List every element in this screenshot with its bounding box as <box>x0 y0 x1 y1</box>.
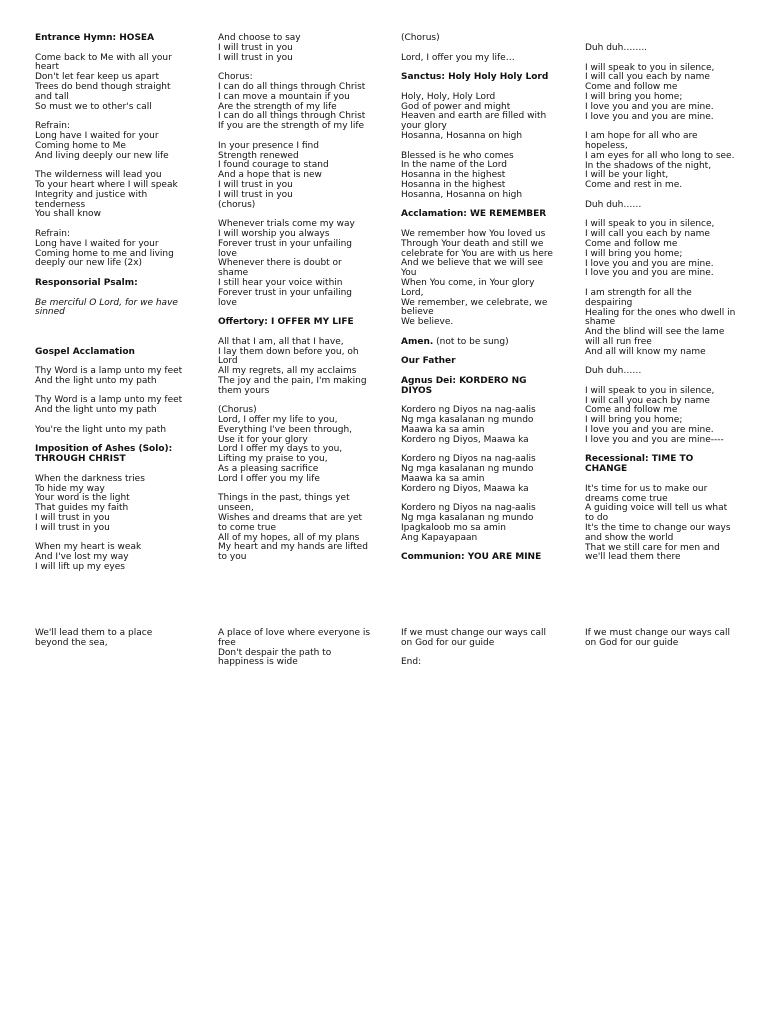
lyric-line: Lord, <box>401 287 424 298</box>
lyric-line: I will worship you always <box>218 228 330 239</box>
lyric-line: sinned <box>35 307 65 318</box>
section-heading <box>401 73 573 83</box>
heading-line: Agnus Dei: KORDERO NG <box>401 375 527 386</box>
lyric-line: Thy Word is a lamp unto my feet <box>35 395 183 406</box>
lyric-line: Strength renewed <box>218 150 299 161</box>
lyric-line: to you <box>218 552 247 563</box>
lyric-line: Hosanna, Hosanna on high <box>401 189 523 200</box>
lyric-line: Ng mga kasalanan ng mundo <box>401 464 534 475</box>
lyric-line: Lord I offer my days to you, <box>218 444 343 455</box>
lyric-line: We remember how You loved us <box>401 228 546 239</box>
lyric-line: your glory <box>401 121 447 132</box>
lyric-line: If we must change our ways call <box>585 628 730 638</box>
lyric-block <box>35 299 207 319</box>
section-heading <box>401 377 573 397</box>
lyric-line: Trees do bend though straight <box>35 81 171 92</box>
lyric-line: A guiding voice will tell us what <box>585 503 728 514</box>
lyric-line: The joy and the pain, I'm making <box>218 375 367 386</box>
lyric-line: All my regrets, all my acclaims <box>218 366 357 377</box>
lyric-line: In the shadows of the night, <box>585 160 712 171</box>
lyric-line: You <box>401 268 417 279</box>
lyric-line: As a pleasing sacrifice <box>218 464 319 475</box>
lyric-line: Kordero ng Diyos na nag-aalis <box>401 454 536 465</box>
lyric-line: Lord, I offer you my life… <box>401 52 515 63</box>
lyric-line: Duh duh…… <box>585 366 642 377</box>
lyric-block <box>35 367 207 387</box>
lyric-block <box>401 152 573 201</box>
lyric-line: I love you and you are mine. <box>585 258 714 269</box>
lyric-line: Hosanna in the highest <box>401 170 506 181</box>
lyric-line: shame <box>585 317 616 328</box>
column-3 <box>401 34 573 573</box>
heading-line: Offertory: I OFFER MY LIFE <box>218 317 354 328</box>
lyric-line: We believe. <box>401 317 454 328</box>
lyric-line: I can do all things through Christ <box>218 81 366 92</box>
lyric-line: And living deeply our new life <box>35 150 169 161</box>
lyric-line: Lord <box>218 356 238 367</box>
bottom-column-4 <box>585 629 757 658</box>
lyric-line: I am eyes for all who long to see. <box>585 150 735 161</box>
lyric-line: (Chorus) <box>401 33 440 43</box>
lyric-line: Everything I've been through, <box>218 424 353 435</box>
lyric-line: Ng mga kasalanan ng mundo <box>401 513 534 524</box>
lyric-line: Hosanna in the highest <box>401 179 506 190</box>
lyric-line: Refrain: <box>35 121 71 132</box>
lyric-block <box>218 406 390 484</box>
lyric-line: I love you and you are mine. <box>585 425 714 436</box>
lyric-line: on God for our guide <box>585 637 679 648</box>
lyric-block <box>35 328 207 338</box>
lyric-line: I will trust in you <box>218 189 293 200</box>
lyric-line: Come and follow me <box>585 238 678 249</box>
lyric-line: My heart and my hands are lifted <box>218 542 368 553</box>
lyric-line: hopeless, <box>585 140 628 151</box>
amen-label: Amen. <box>401 336 434 347</box>
lyric-line: And the light unto my path <box>35 375 157 386</box>
lyric-line: believe <box>401 307 434 318</box>
lyric-line: Kordero ng Diyos na nag-aalis <box>401 405 536 416</box>
lyric-line: despairing <box>585 297 633 308</box>
lyric-line: Ang Kapayapaan <box>401 532 478 543</box>
lyric-block <box>585 220 757 279</box>
lyric-line: Kordero ng Diyos na nag-aalis <box>401 503 536 514</box>
lyric-line: I love you and you are mine. <box>585 101 714 112</box>
lyric-line: Come and rest in me. <box>585 180 683 191</box>
lyric-line: on God for our guide <box>401 637 495 648</box>
heading-line: Imposition of Ashes (Solo): <box>35 444 173 455</box>
lyric-line: Holy, Holy, Holy Lord <box>401 91 496 102</box>
lyric-line: It's time for us to make our <box>585 483 708 494</box>
lyric-block <box>35 426 207 436</box>
heading-line: CHANGE <box>585 464 628 475</box>
section-heading <box>218 318 390 328</box>
lyric-line: love <box>218 297 237 308</box>
lyric-line: I love you and you are mine. <box>585 268 714 279</box>
lyric-block <box>585 201 757 211</box>
lyric-line: Healing for the ones who dwell in <box>585 307 736 318</box>
lyric-line: I will trust in you <box>35 513 110 524</box>
lyric-line: deeply our new life (2x) <box>35 258 143 269</box>
lyric-line: I can move a mountain if you <box>218 91 350 102</box>
lyric-line: You're the light unto my path <box>35 424 167 435</box>
lyric-line: Integrity and justice with <box>35 189 148 200</box>
lyric-block <box>585 289 757 358</box>
lyric-block <box>35 396 207 416</box>
lyric-block <box>585 64 757 123</box>
heading-line: Responsorial Psalm: <box>35 277 138 288</box>
heading-line: Gospel Acclamation <box>35 346 135 357</box>
lyric-line: unseen, <box>218 503 254 514</box>
lyric-line: Chorus: <box>218 72 253 83</box>
lyric-line: In the name of the Lord <box>401 160 508 171</box>
lyric-line: Maawa ka sa amin <box>401 424 485 435</box>
lyric-line: free <box>218 637 236 648</box>
lyric-block <box>218 338 390 397</box>
lyric-line: I lay them down before you, oh <box>218 346 359 357</box>
lyric-block <box>401 504 573 543</box>
lyric-line: I will call you each by name <box>585 395 710 406</box>
lyric-line: (Chorus) <box>218 405 257 416</box>
lyric-block <box>585 629 757 649</box>
section-heading <box>401 210 573 220</box>
lyric-line: Wishes and dreams that are yet <box>218 513 363 524</box>
lyric-block <box>218 73 390 132</box>
lyric-line: (chorus) <box>218 199 256 210</box>
lyric-line: I will trust in you <box>218 179 293 190</box>
lyric-block <box>585 132 757 191</box>
lyric-line: Hosanna, Hosanna on high <box>401 130 523 141</box>
lyric-line: happiness is wide <box>218 657 298 668</box>
lyric-line: Duh duh…….. <box>585 43 648 53</box>
lyric-line: Whenever trials come my way <box>218 219 355 230</box>
lyric-line: That guides my faith <box>35 503 129 514</box>
lyric-line: So must we to other's call <box>35 101 152 112</box>
heading-line: Acclamation: WE REMEMBER <box>401 209 547 220</box>
lyric-line: I will speak to you in silence, <box>585 385 715 396</box>
lyric-line: Coming home to me and living <box>35 248 174 259</box>
lyric-line: We remember, we celebrate, we <box>401 297 548 308</box>
lyric-line: And choose to say <box>218 33 301 43</box>
lyric-line: I will speak to you in silence, <box>585 219 715 230</box>
lyric-line: to come true <box>218 522 276 533</box>
lyric-line: celebrate for You are with us here <box>401 248 553 259</box>
lyric-line: Lifting my praise to you, <box>218 454 328 465</box>
lyric-line: Long have I waited for your <box>35 130 159 141</box>
lyric-line: Forever trust in your unfailing <box>218 238 353 249</box>
lyric-line: Don't despair the path to <box>218 647 332 658</box>
lyric-line: I love you and you are mine---- <box>585 434 724 445</box>
lyric-line: I am strength for all the <box>585 287 692 298</box>
lyric-line: Things in the past, things yet <box>218 493 350 504</box>
lyric-block <box>401 93 573 142</box>
lyric-line: Duh duh…… <box>585 199 642 210</box>
lyric-line: When my heart is weak <box>35 542 142 553</box>
lyric-line: will all run free <box>585 336 652 347</box>
lyric-line: to do <box>585 513 609 524</box>
lyric-line: Be merciful O Lord, for we have <box>35 297 178 308</box>
lyric-line: All of my hopes, all of my plans <box>218 532 360 543</box>
lyric-line: I will be your light, <box>585 170 669 181</box>
lyric-line: Come back to Me with all your <box>35 52 172 63</box>
lyric-line: I still hear your voice within <box>218 277 343 288</box>
lyric-line: tenderness <box>35 199 86 210</box>
lyric-block <box>35 171 207 220</box>
lyric-line: and tall <box>35 91 69 102</box>
lyric-block <box>35 54 207 113</box>
lyric-line: we'll lead them there <box>585 552 681 563</box>
lyric-line: Come and follow me <box>585 405 678 416</box>
bottom-column-2 <box>218 629 390 678</box>
lyric-line: In your presence I find <box>218 140 319 151</box>
section-heading <box>35 348 207 358</box>
section-heading <box>35 34 207 44</box>
lyric-line: And the blind will see the lame <box>585 327 725 338</box>
lyric-line: And we believe that we will see <box>401 258 544 269</box>
lyric-line: Through Your death and still we <box>401 238 544 249</box>
lyric-block <box>401 338 573 348</box>
lyric-line: Long have I waited for your <box>35 238 159 249</box>
lyric-block <box>35 629 207 649</box>
bottom-column-1 <box>35 629 207 658</box>
heading-line: THROUGH CHRIST <box>35 454 126 465</box>
section-heading <box>35 279 207 289</box>
lyric-line: Coming home to Me <box>35 140 126 151</box>
lyric-line: them yours <box>218 385 270 396</box>
lyric-line: Blessed is he who comes <box>401 150 514 161</box>
lyric-line: Are the strength of my life <box>218 101 337 112</box>
lyric-block <box>218 142 390 211</box>
heading-line: Our Father <box>401 356 456 367</box>
section-heading <box>585 455 757 475</box>
lyric-line: I will bring you home; <box>585 248 683 259</box>
lyric-block <box>218 629 390 668</box>
heading-line: Entrance Hymn: HOSEA <box>35 33 155 43</box>
lyric-block <box>401 230 573 328</box>
lyric-line: beyond the sea, <box>35 637 108 648</box>
lyric-line: When the darkness tries <box>35 473 145 484</box>
lyric-line: It's the time to change our ways <box>585 523 731 534</box>
lyric-block <box>585 44 757 54</box>
lyric-block <box>585 387 757 446</box>
lyric-line: To hide my way <box>35 483 105 494</box>
lyric-block <box>35 543 207 572</box>
lyric-line: I will trust in you <box>35 522 110 533</box>
lyric-line: If you are the strength of my life <box>218 121 365 132</box>
lyric-line: That we still care for men and <box>585 542 720 553</box>
lyric-line: The wilderness will lead you <box>35 170 162 181</box>
lyric-line: I will call you each by name <box>585 72 710 83</box>
lyric-block <box>401 455 573 494</box>
lyric-line: We'll lead them to a place <box>35 628 153 638</box>
heading-line: DIYOS <box>401 385 433 396</box>
lyric-line: Thy Word is a lamp unto my feet <box>35 366 183 377</box>
lyric-line: To your heart where I will speak <box>35 179 178 190</box>
lyric-block <box>401 54 573 64</box>
lyric-line: love <box>218 248 237 259</box>
lyric-line: I will speak to you in silence, <box>585 62 715 73</box>
lyric-line: Ipagkaloob mo sa amin <box>401 522 506 533</box>
lyric-line: Forever trust in your unfailing <box>218 287 353 298</box>
lyric-line: Your word is the light <box>35 493 130 504</box>
lyric-line: Whenever there is doubt or <box>218 258 342 269</box>
lyric-line: And a hope that is new <box>218 170 322 181</box>
lyric-block <box>218 220 390 308</box>
lyric-line: I will bring you home; <box>585 91 683 102</box>
lyric-block <box>401 34 573 44</box>
lyric-block <box>585 485 757 563</box>
amen-note: (not to be sung) <box>436 336 509 347</box>
lyric-line: If we must change our ways call <box>401 628 546 638</box>
lyric-block <box>401 658 573 668</box>
lyric-line <box>401 338 573 348</box>
heading-line: Recessional: TIME TO <box>585 454 694 465</box>
lyric-line: Heaven and earth are filled with <box>401 111 547 122</box>
lyric-line: I am hope for all who are <box>585 131 698 142</box>
lyric-line: I will lift up my eyes <box>35 562 125 573</box>
lyric-line: Lord, I offer my life to you, <box>218 415 338 426</box>
lyric-line: And I've lost my way <box>35 552 129 563</box>
column-4 <box>585 44 757 573</box>
lyric-line: Don't let fear keep us apart <box>35 72 159 83</box>
lyric-line: Maawa ka sa amin <box>401 473 485 484</box>
lyric-line: shame <box>218 268 249 279</box>
lyric-line: And the light unto my path <box>35 405 157 416</box>
section-heading <box>35 445 207 465</box>
heading-line: Communion: YOU ARE MINE <box>401 552 542 563</box>
lyric-line: When You come, in Your glory <box>401 277 535 288</box>
lyric-line: I will bring you home; <box>585 415 683 426</box>
lyric-line: Kordero ng Diyos, Maawa ka <box>401 483 529 494</box>
lyric-line: and show the world <box>585 532 674 543</box>
lyric-line <box>35 328 207 338</box>
lyric-line: All that I am, all that I have, <box>218 336 344 347</box>
lyric-line: I can do all things through Christ <box>218 111 366 122</box>
lyric-line: I will trust in you <box>218 52 293 63</box>
lyric-block <box>218 34 390 63</box>
lyric-line: Kordero ng Diyos, Maawa ka <box>401 434 529 445</box>
lyric-block <box>401 629 573 649</box>
lyric-block <box>585 367 757 377</box>
lyric-block <box>401 406 573 445</box>
column-2 <box>218 34 390 573</box>
lyric-line: heart <box>35 62 59 73</box>
lyric-line: Use it for your glory <box>218 434 308 445</box>
lyric-line: End: <box>401 657 422 668</box>
heading-line: Sanctus: Holy Holy Holy Lord <box>401 72 549 83</box>
lyric-line: Refrain: <box>35 228 71 239</box>
lyric-line: I will trust in you <box>218 42 293 53</box>
lyric-block <box>35 122 207 161</box>
lyric-line: I love you and you are mine. <box>585 111 714 122</box>
lyric-line: A place of love where everyone is <box>218 628 371 638</box>
lyric-line: Ng mga kasalanan ng mundo <box>401 415 534 426</box>
section-heading <box>401 553 573 563</box>
lyric-line: And all will know my name <box>585 346 706 357</box>
column-1 <box>35 34 207 583</box>
bottom-column-3 <box>401 629 573 678</box>
lyric-block <box>35 230 207 269</box>
lyric-line: God of power and might <box>401 101 511 112</box>
lyric-line: I found courage to stand <box>218 160 329 171</box>
lyric-line: You shall know <box>35 209 101 220</box>
lyric-line: Come and follow me <box>585 82 678 93</box>
lyric-block <box>35 475 207 534</box>
lyric-block <box>218 494 390 563</box>
lyric-line: Lord I offer you my life <box>218 473 320 484</box>
section-heading <box>401 357 573 367</box>
lyric-line: I will call you each by name <box>585 229 710 240</box>
lyric-line: dreams come true <box>585 493 668 504</box>
